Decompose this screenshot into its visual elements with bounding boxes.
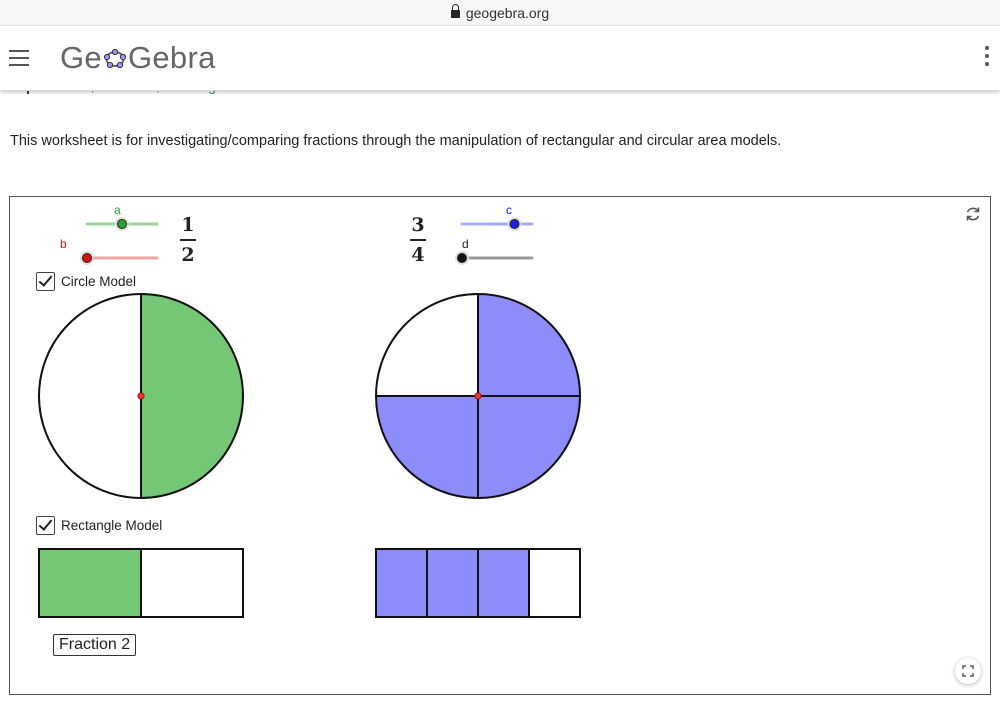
left-rect-part (141, 549, 243, 617)
logo-text-left: Ge (60, 40, 102, 75)
slider-a-label: a (114, 203, 121, 217)
right-rect-part (478, 549, 529, 617)
more-options-icon[interactable] (984, 46, 990, 70)
fraction-left-numerator: 1 (181, 214, 195, 236)
left-rect-part (39, 549, 141, 617)
fraction-right-numerator: 3 (411, 214, 425, 236)
geogebra-logo[interactable] (60, 36, 216, 80)
right-circle-center-point[interactable] (475, 393, 481, 399)
slider-b-label: b (60, 237, 67, 251)
slider-d-label: d (462, 237, 469, 251)
rectangle-model-label: Rectangle Model (61, 518, 163, 533)
geogebra-applet[interactable] (9, 196, 991, 695)
fraction-left-denominator: 2 (181, 243, 195, 266)
logo-text-right: Gebra (127, 40, 216, 75)
left-circle-sector (39, 294, 141, 498)
right-circle-sector (376, 294, 478, 396)
left-circle-center-point[interactable] (138, 393, 144, 399)
logo-ellipse-icon (103, 46, 127, 70)
right-rect-part (376, 549, 427, 617)
fullscreen-icon[interactable] (955, 658, 981, 684)
fraction-right-denominator: 4 (411, 243, 425, 266)
browser-url-bar[interactable] (0, 0, 1000, 26)
worksheet-description: This worksheet is for investigating/comparing fractions through the manipulation of rectangular and circular area models. (10, 133, 782, 149)
fraction-2-button[interactable]: Fraction 2 (53, 634, 136, 656)
lock-icon (451, 10, 460, 18)
url-text: geogebra.org (465, 4, 550, 21)
menu-icon[interactable] (9, 50, 29, 66)
left-circle-sector (141, 294, 243, 498)
right-circle-sector (376, 396, 478, 498)
slider-c-label: c (506, 203, 512, 217)
geogebra-header (0, 26, 1000, 91)
right-circle-sector (478, 294, 580, 396)
right-circle-sector (478, 396, 580, 498)
circle-model-label: Circle Model (61, 274, 137, 289)
models-layer (10, 197, 990, 694)
right-rect-part (529, 549, 580, 617)
right-rect-part (427, 549, 478, 617)
